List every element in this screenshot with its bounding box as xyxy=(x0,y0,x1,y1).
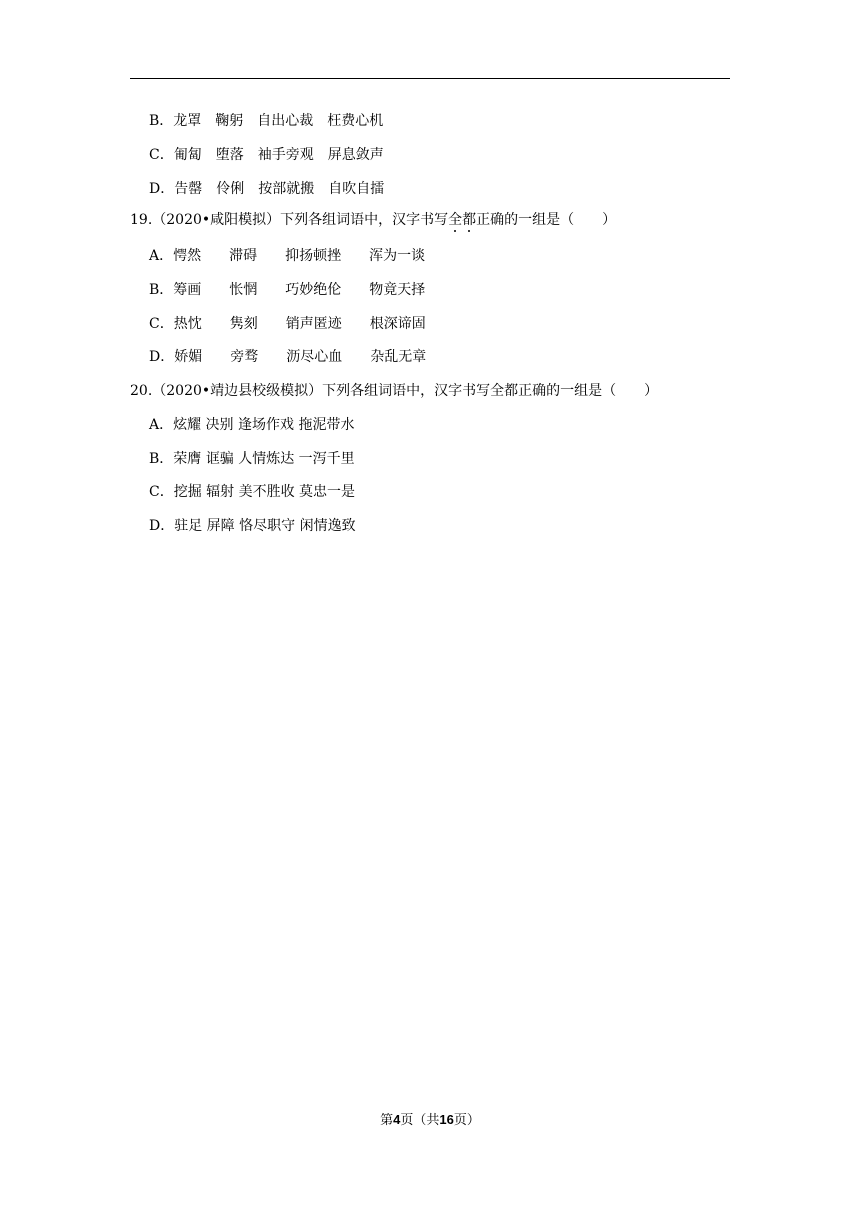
header-rule xyxy=(130,78,730,79)
q19-stem-emphasis-1: 全 xyxy=(448,212,463,228)
q19-stem-emphasis-2: 都 xyxy=(462,212,477,228)
q19-stem-prefix: 19.（2020•咸阳模拟）下列各组词语中，汉字书写 xyxy=(130,212,449,228)
q18-option-d: D．告罄 伶俐 按部就搬 自吹自擂 xyxy=(149,181,385,197)
q20-stem: 20.（2020•靖边县校级模拟）下列各组词语中，汉字书写全都正确的一组是（ ） xyxy=(130,383,659,399)
q18-option-b: B．龙罩 鞠躬 自出心裁 枉费心机 xyxy=(149,113,384,129)
footer-page-number: 4 xyxy=(393,1112,401,1127)
footer-middle: 页（共 xyxy=(400,1113,440,1128)
page-footer xyxy=(0,1110,860,1131)
q19-option-d: D．娇媚 旁骛 沥尽心血 杂乱无章 xyxy=(149,349,427,365)
q20-option-a: A．炫耀 决别 逢场作戏 拖泥带水 xyxy=(149,417,355,433)
q20-option-b: B．荣膺 诓骗 人情炼达 一泻千里 xyxy=(149,451,355,467)
q19-option-a: A．愕然 滞碍 抑扬顿挫 浑为一谈 xyxy=(149,248,426,264)
footer-total-pages: 16 xyxy=(439,1112,454,1127)
q19-option-b: B．筹画 怅惘 巧妙绝伦 物竟天择 xyxy=(149,282,426,298)
q20-option-c: C．挖掘 辐射 美不胜收 莫忠一是 xyxy=(149,484,356,500)
q19-stem-suffix: 正确的一组是（ ） xyxy=(476,212,617,228)
footer-suffix: 页） xyxy=(453,1113,480,1128)
footer-prefix: 第 xyxy=(380,1113,394,1128)
q19-stem xyxy=(130,210,616,230)
q19-option-c: C．热忱 隽刻 销声匿迹 根深谛固 xyxy=(149,316,426,332)
q20-option-d: D．驻足 屏障 恪尽职守 闲情逸致 xyxy=(149,518,356,534)
q18-option-c: C．匍匐 堕落 袖手旁观 屏息敛声 xyxy=(149,147,384,163)
